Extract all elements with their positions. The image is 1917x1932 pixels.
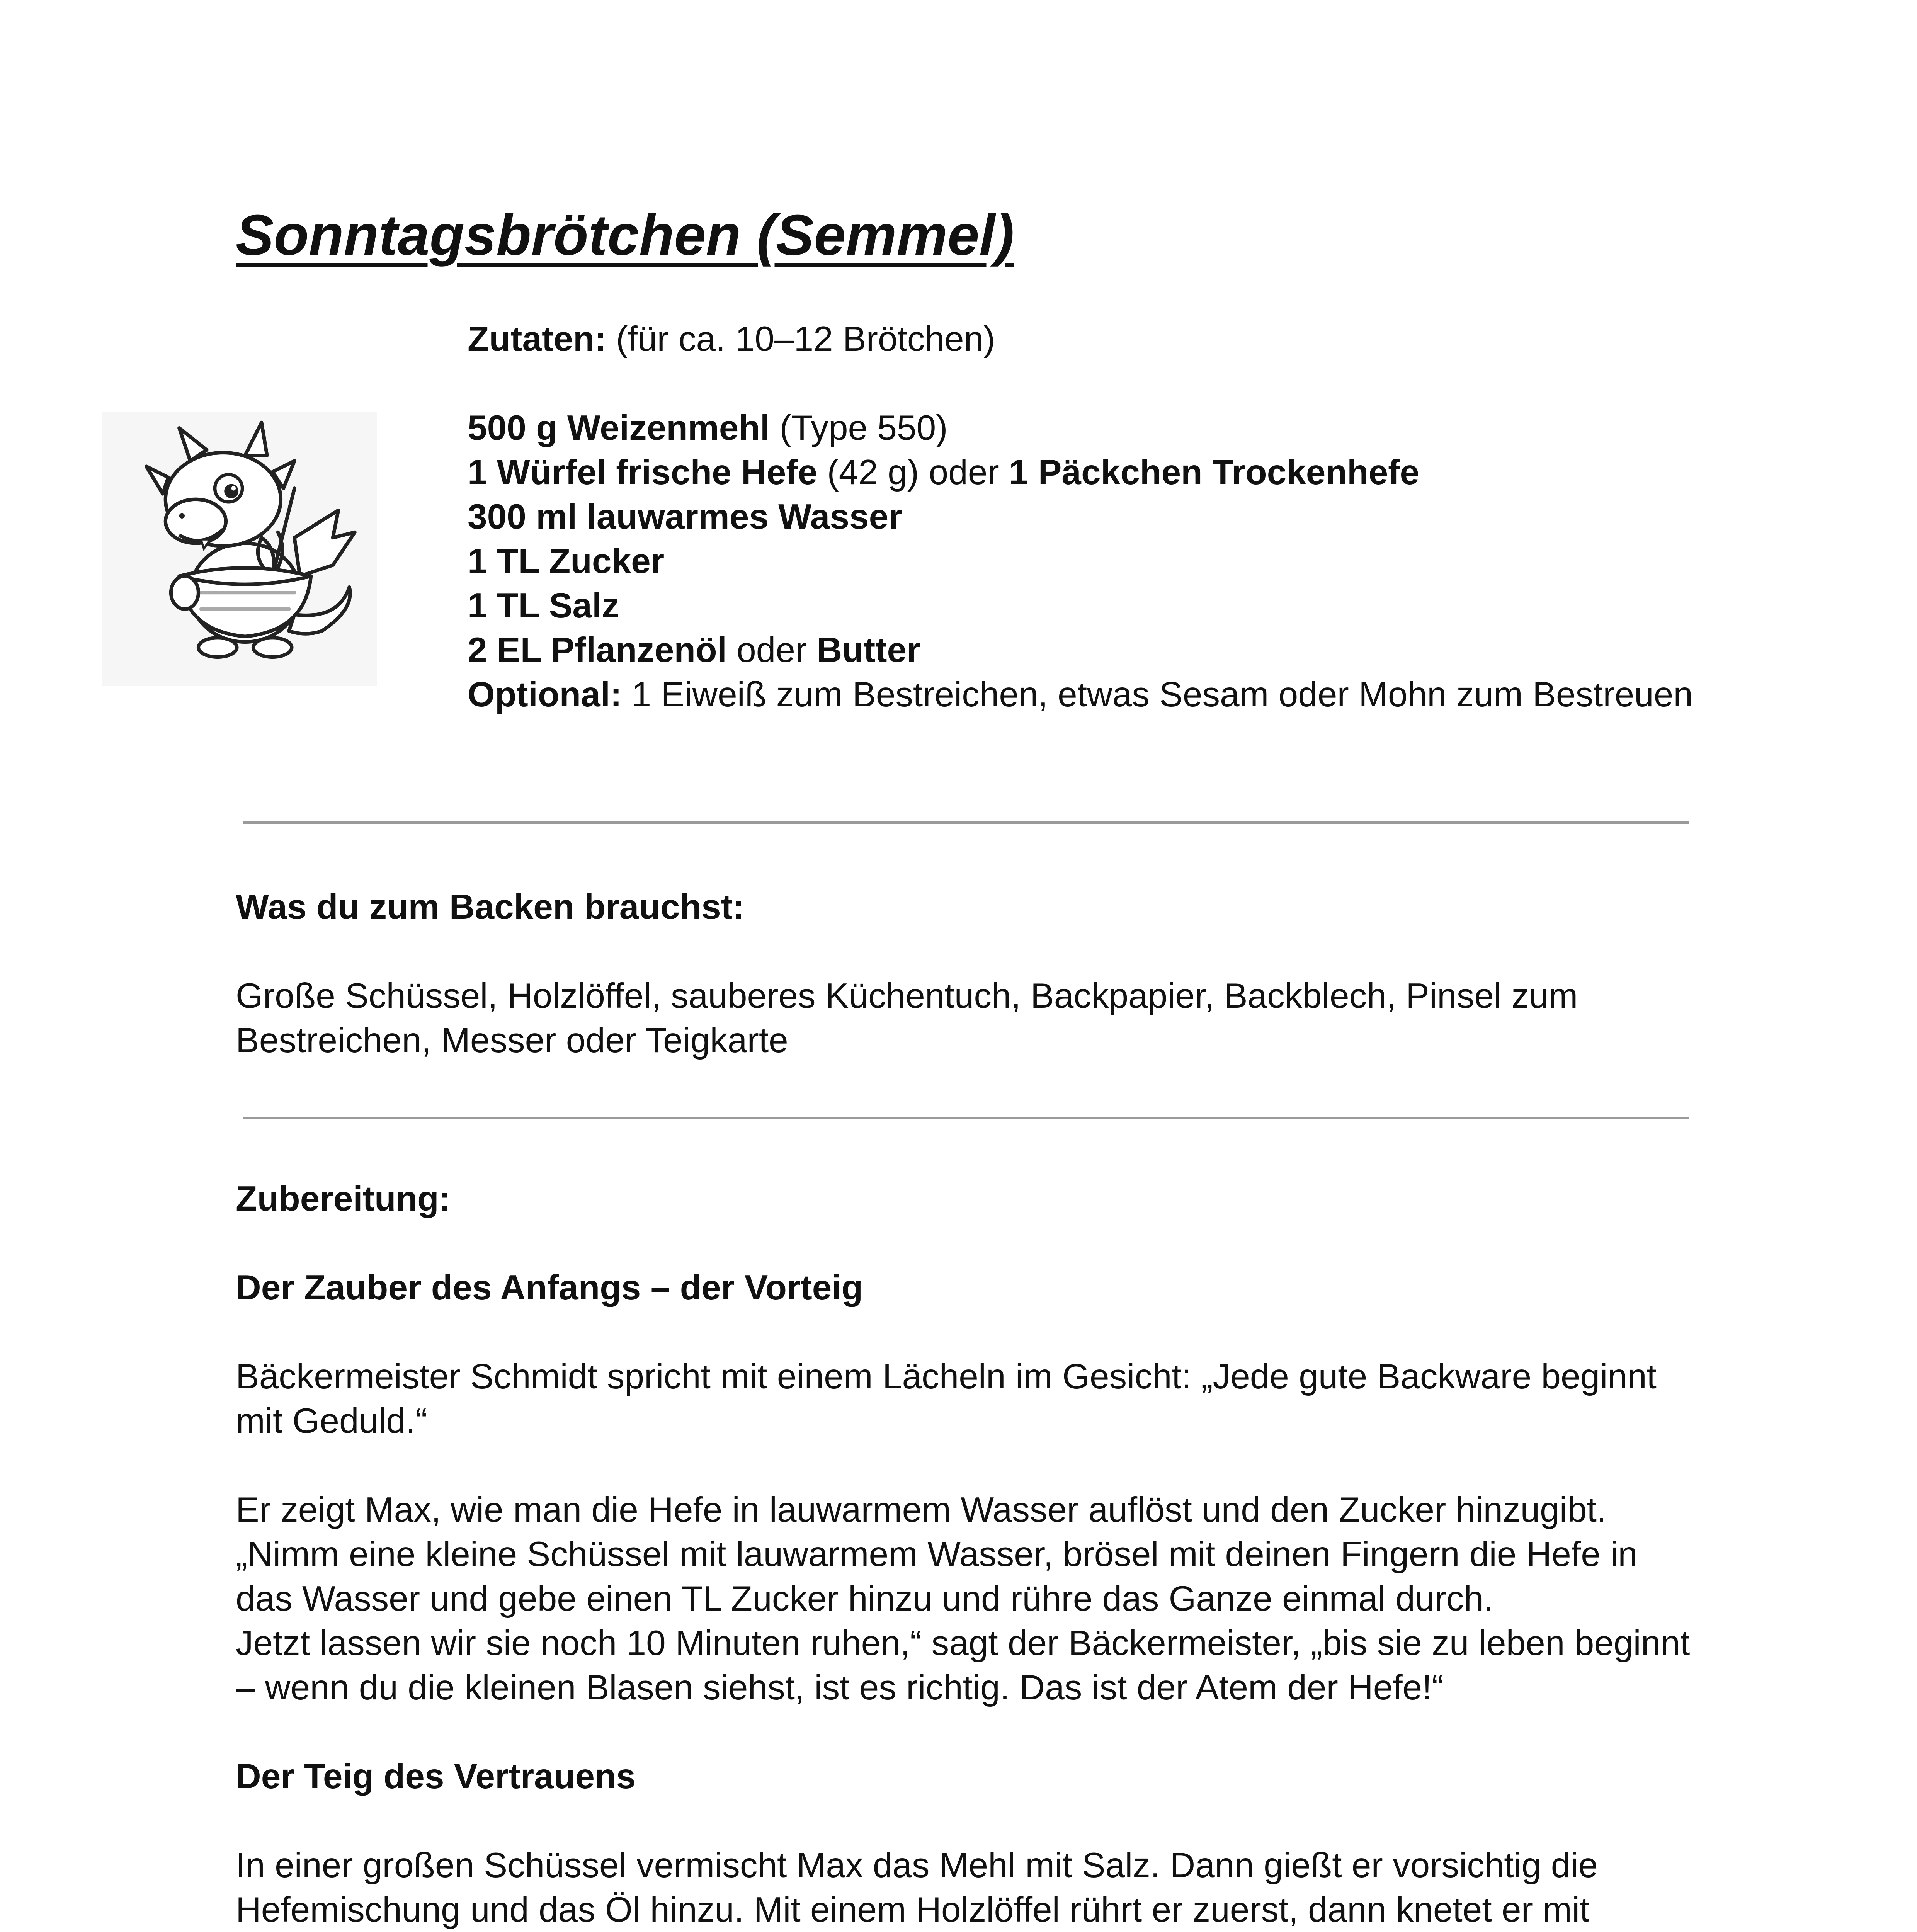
ingredient-text: (Type 550) [770,408,948,447]
ingredient-text: 1 Päckchen Trockenhefe [1009,453,1420,492]
ingredient-text: 1 Eiweiß zum Bestreichen, etwas Sesam oder Mohn zum Bestreuen [622,675,1693,714]
ingredient-line [468,628,1743,672]
tools-heading: Was du zum Backen brauchst: [236,888,745,927]
tools-text: Große Schüssel, Holzlöffel, sauberes Küchentuch, Backpapier, Backblech, Pinsel zum Bestreichen, Messer oder Teigkarte [236,976,1578,1060]
dragon-icon [102,412,377,686]
recipe-title: Sonntagsbrötchen (Semmel) [236,203,1014,267]
ingredient-line [468,495,1743,539]
ingredient-line [468,406,1743,450]
ingredients-block [468,317,1743,717]
tools-section [236,885,1700,1063]
paragraph: Er zeigt Max, wie man die Hefe in lauwarmem Wasser auflöst und den Zucker hinzugibt. „Nimm eine kleine Schüssel mit lauwarmem Wasser, brösel mit deinen Fingern die Hefe in das Wasser und gebe einen TL Zucker hinzu und rühre das Ganze einmal durch. [236,1490,1638,1618]
ingredient-text: oder [726,631,817,670]
ingredient-line [468,672,1743,717]
ingredient-text: 1 TL Zucker [468,542,665,581]
ingredient-text: 300 ml lauwarmes Wasser [468,497,902,536]
dragon-baker-illustration [102,412,377,686]
ingredient-line [468,450,1743,495]
ingredient-text: Butter [816,631,920,670]
ingredients-header [468,317,1743,361]
section-heading: Der Zauber des Anfangs – der Vorteig [236,1268,863,1307]
preparation-section [236,1177,1700,1932]
divider [243,821,1689,824]
section-heading: Der Teig des Vertrauens [236,1757,636,1796]
preparation-heading: Zubereitung: [236,1179,451,1218]
paragraph: Bäckermeister Schmidt spricht mit einem Lächeln im Gesicht: „Jede gute Backware beginnt mit Geduld.“ [236,1357,1657,1440]
ingredient-text: 1 Würfel frische Hefe [468,453,818,492]
divider [243,1117,1689,1119]
ingredient-text: 1 TL Salz [468,586,619,625]
ingredient-list [468,406,1743,717]
ingredient-text: (42 g) oder [817,453,1009,492]
ingredients-yield: (für ca. 10–12 Brötchen) [606,320,995,359]
ingredient-line [468,539,1743,583]
ingredient-text: 2 EL Pflanzenöl [468,631,727,670]
ingredient-text: Optional: [468,675,622,714]
ingredient-line [468,583,1743,628]
ingredient-text: 500 g Weizenmehl [468,408,770,447]
paragraph: Jetzt lassen wir sie noch 10 Minuten ruhen,“ sagt der Bäckermeister, „bis sie zu leben beginnt – wenn du die kleinen Blasen siehst, ist es richtig. Das ist der Atem der Hefe!“ [236,1624,1690,1707]
paragraph: In einer großen Schüssel vermischt Max das Mehl mit Salz. Dann gießt er vorsichtig die Hefemischung und das Öl hinzu. Mit einem Holzlöffel rührt er zuerst, dann knetet er mit [236,1846,1598,1929]
ingredients-label: Zutaten: [468,320,606,359]
